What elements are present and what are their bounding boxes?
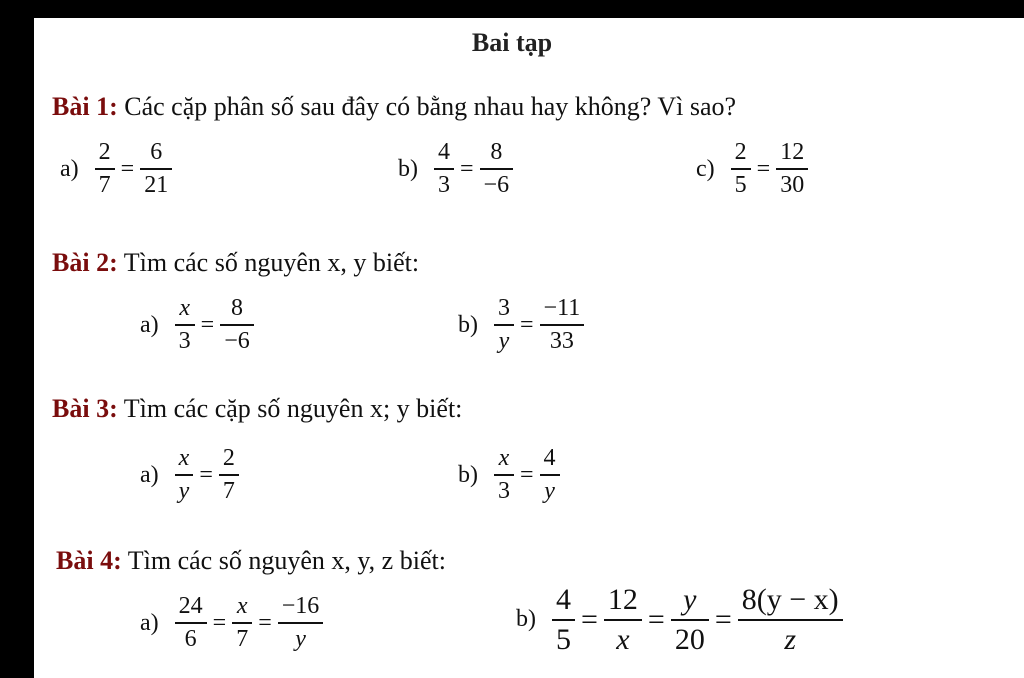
item-letter: a)	[60, 155, 79, 182]
equals-sign: =	[199, 461, 213, 488]
fraction: $\frac{4}{y}$	[540, 446, 560, 504]
exercise-4-text: Tìm các số nguyên x, y, z biết:	[121, 546, 446, 575]
exercise-3-heading	[52, 394, 462, 424]
exercise-2-heading	[52, 248, 419, 278]
fraction: $\frac{8(y - x)}{z}$	[738, 584, 843, 655]
item-letter: c)	[696, 155, 715, 182]
equals-sign: =	[714, 602, 732, 636]
item-letter: b)	[458, 461, 478, 488]
exercise-4-item-b	[516, 584, 845, 655]
exercise-1-label: Bài 1:	[52, 92, 118, 121]
exercise-3-item-b	[458, 446, 562, 504]
fraction: $\frac{2}{5}$	[731, 140, 751, 198]
fraction: $\frac{4}{3}$	[434, 140, 454, 198]
fraction: $\frac{2}{7}$	[219, 446, 239, 504]
page-title: Bai tạp	[471, 28, 553, 57]
item-letter: a)	[140, 461, 159, 488]
fraction: $\frac{12}{30}$	[776, 140, 808, 198]
fraction: $\frac{x}{3}$	[175, 296, 195, 354]
fraction: $\frac{2}{7}$	[95, 140, 115, 198]
fraction: $\frac{x}{y}$	[175, 446, 194, 504]
fraction: $\frac{3}{y}$	[494, 296, 514, 354]
exercise-2-item-b	[458, 296, 586, 354]
fraction: $\frac{8}{-6}$	[480, 140, 514, 198]
exercise-1-item-a	[60, 140, 174, 198]
item-letter: a)	[140, 609, 159, 636]
equals-sign: =	[520, 311, 534, 338]
exercise-3-text: Tìm các cặp số nguyên x; y biết:	[117, 394, 463, 423]
exercise-1-item-c	[696, 140, 810, 198]
fraction: $\frac{-11}{33}$	[540, 296, 585, 354]
fraction: $\frac{x}{7}$	[232, 594, 252, 652]
exercise-3-item-a	[140, 446, 241, 504]
exercise-4-heading	[56, 546, 446, 576]
item-letter: b)	[458, 311, 478, 338]
exercise-2-text: Tìm các số nguyên x, y biết:	[117, 248, 420, 277]
exercise-4-item-a	[140, 594, 325, 652]
exercise-1-heading	[52, 92, 736, 122]
fraction: $\frac{y}{20}$	[671, 584, 709, 655]
equals-sign: =	[756, 155, 771, 182]
item-letter: a)	[140, 311, 159, 338]
exercise-1-item-b	[398, 140, 515, 198]
fraction: $\frac{8}{-6}$	[220, 296, 254, 354]
item-letter: b)	[516, 606, 536, 632]
fraction: $\frac{6}{21}$	[140, 140, 172, 198]
equals-sign: =	[647, 602, 665, 636]
equals-sign: =	[120, 155, 135, 182]
exercise-1-text: Các cặp phân số sau đây có bằng nhau hay không? Vì sao?	[117, 92, 737, 121]
fraction: $\frac{24}{6}$	[175, 594, 207, 652]
equals-sign: =	[200, 311, 215, 338]
fraction: $\frac{-16}{y}$	[278, 594, 324, 652]
item-letter: b)	[398, 155, 418, 182]
equals-sign: =	[581, 602, 598, 636]
exercise-2-label: Bài 2:	[52, 248, 118, 277]
fraction: $\frac{x}{3}$	[494, 446, 514, 504]
fraction: $\frac{4}{5}$	[552, 584, 575, 655]
exercise-3-label: Bài 3:	[52, 394, 118, 423]
exercise-2-item-a	[140, 296, 256, 354]
exercise-4-label: Bài 4:	[56, 546, 122, 575]
equals-sign: =	[460, 155, 474, 182]
fraction: $\frac{12}{x}$	[604, 584, 642, 655]
equals-sign: =	[212, 609, 227, 636]
equals-sign: =	[520, 461, 534, 488]
equals-sign: =	[258, 609, 272, 636]
